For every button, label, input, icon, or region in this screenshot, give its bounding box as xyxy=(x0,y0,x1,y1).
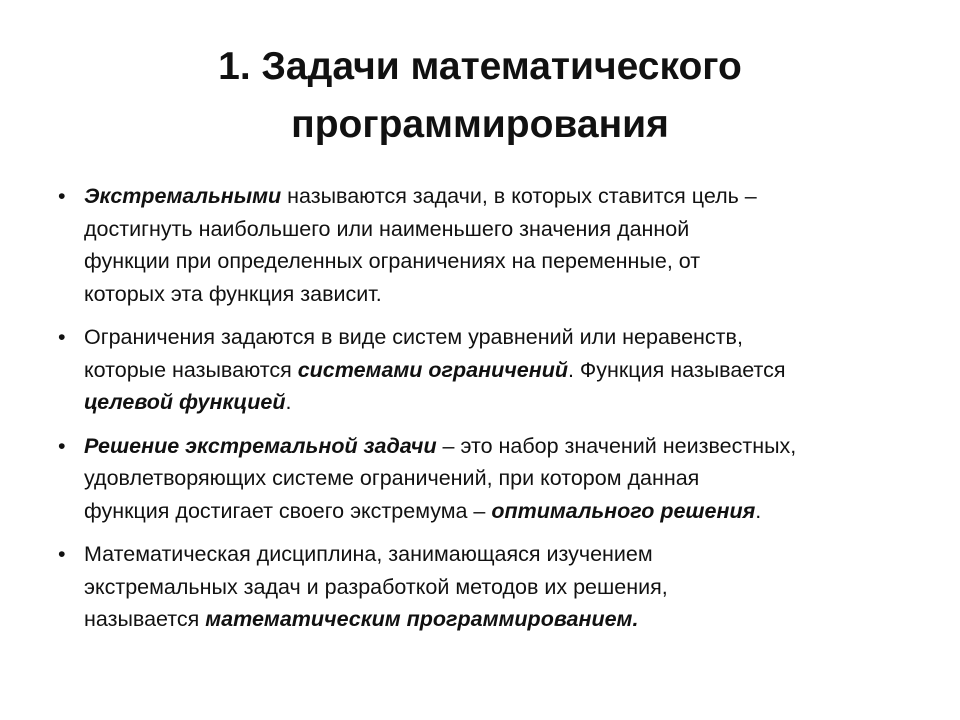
bullet-text: экстремальных задач и разработкой методов их решения, xyxy=(84,574,668,599)
emphasized-term: Экстремальными xyxy=(84,184,282,208)
bullet-text: . xyxy=(285,390,292,414)
bullet-line xyxy=(84,603,908,636)
slide-title-line: программирования xyxy=(291,103,669,146)
bullet-item xyxy=(58,321,908,419)
bullet-line xyxy=(84,430,908,463)
bullet-line xyxy=(84,386,908,419)
bullet-text: Математическая дисциплина, занимающаяся изучением xyxy=(84,542,653,566)
bullet-text: функции при определенных ограничениях на переменные, от xyxy=(84,249,701,273)
bullet-text: Ограничения задаются в виде систем уравнений или неравенств, xyxy=(84,325,743,349)
bullet-line xyxy=(84,180,908,213)
bullet-dot-icon: • xyxy=(58,433,66,458)
bullet-item xyxy=(58,430,908,528)
emphasized-term: системами ограничений xyxy=(297,357,568,382)
bullet-text: – это набор значений неизвестных, xyxy=(436,433,797,458)
bullet-line xyxy=(84,538,908,571)
bullet-text: . xyxy=(755,498,762,523)
bullet-line xyxy=(84,495,908,528)
bullet-item xyxy=(58,538,908,636)
bullet-item xyxy=(58,180,908,310)
bullet-list xyxy=(58,180,908,647)
bullet-text: . Функция называется xyxy=(567,357,786,382)
emphasized-term: математическим программированием. xyxy=(205,607,639,631)
bullet-line xyxy=(84,213,908,246)
bullet-text: которые называются xyxy=(84,357,298,382)
bullet-line xyxy=(84,245,908,278)
bullet-line xyxy=(84,354,908,387)
bullet-line xyxy=(84,462,908,495)
bullet-line xyxy=(84,571,908,604)
slide-title xyxy=(80,38,880,154)
bullet-text: удовлетворяющих системе ограничений, при котором данная xyxy=(84,466,700,490)
bullet-text: достигнуть наибольшего или наименьшего значения данной xyxy=(84,216,690,241)
bullet-line xyxy=(84,321,908,354)
slide-title-line: 1. Задачи математического xyxy=(218,45,742,88)
emphasized-term: оптимального решения xyxy=(491,498,756,523)
bullet-text: называются задачи, в которых ставится цель – xyxy=(281,184,757,208)
emphasized-term: целевой функцией xyxy=(84,390,286,414)
bullet-line xyxy=(84,278,908,311)
bullet-dot-icon: • xyxy=(58,542,66,566)
bullet-dot-icon: • xyxy=(58,325,66,349)
bullet-dot-icon: • xyxy=(58,184,66,208)
emphasized-term: Решение экстремальной задачи xyxy=(84,433,437,458)
bullet-text: называется xyxy=(84,607,206,631)
bullet-text: которых эта функция зависит. xyxy=(84,281,382,306)
bullet-text: функция достигает своего экстремума – xyxy=(84,498,492,523)
